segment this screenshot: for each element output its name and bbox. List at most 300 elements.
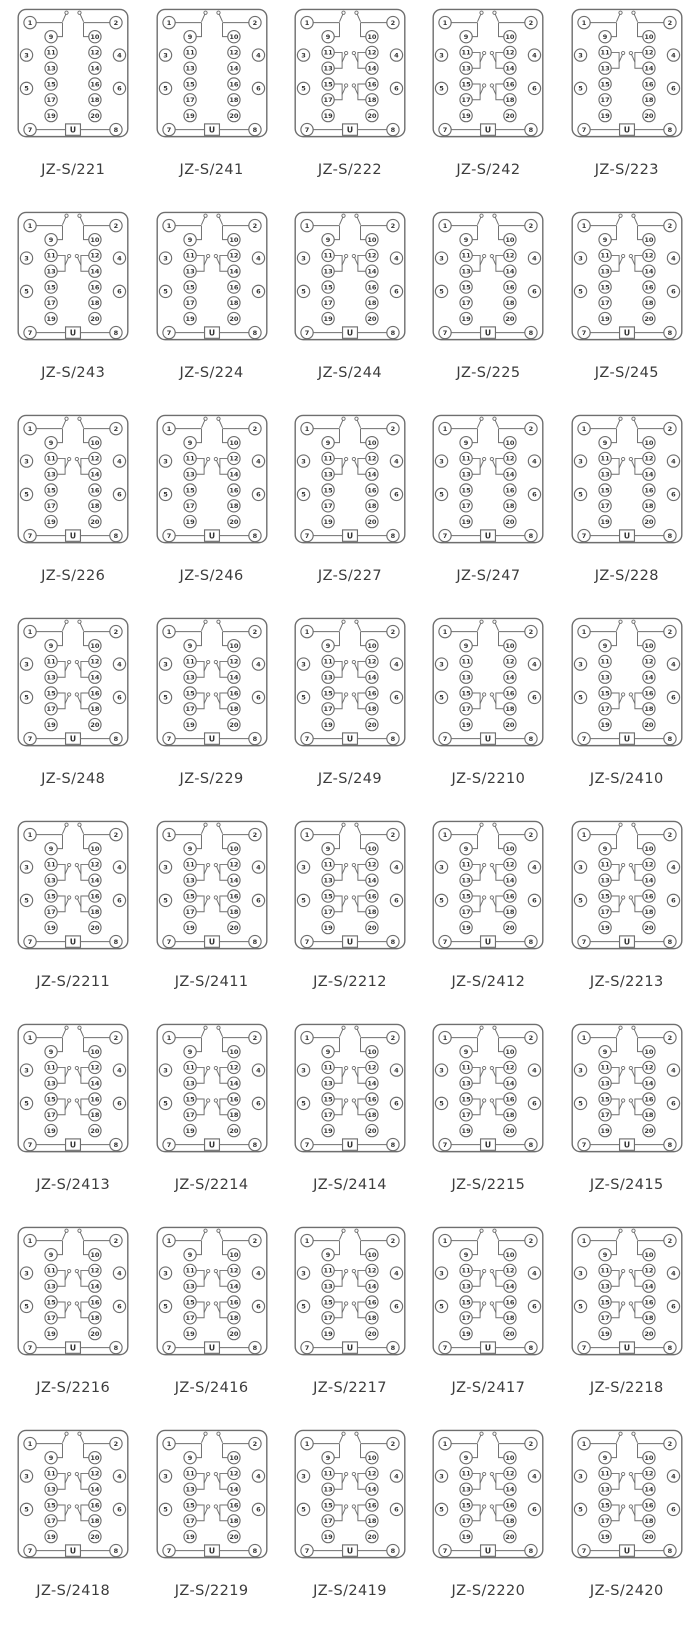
svg-text:16: 16 xyxy=(90,80,100,89)
svg-text:5: 5 xyxy=(24,1302,29,1311)
svg-text:13: 13 xyxy=(323,1485,333,1494)
diagram-label: JZ-S/2214 xyxy=(174,1177,249,1193)
svg-text:20: 20 xyxy=(90,1329,100,1338)
svg-text:9: 9 xyxy=(48,235,54,244)
svg-text:19: 19 xyxy=(46,517,56,526)
svg-text:U: U xyxy=(623,937,630,947)
svg-text:10: 10 xyxy=(505,1047,515,1056)
svg-text:18: 18 xyxy=(367,908,377,917)
svg-text:15: 15 xyxy=(461,283,472,292)
svg-text:1: 1 xyxy=(304,221,310,230)
svg-text:15: 15 xyxy=(46,283,56,292)
svg-text:18: 18 xyxy=(644,96,654,105)
svg-text:18: 18 xyxy=(644,502,654,511)
svg-text:5: 5 xyxy=(162,1099,168,1108)
svg-text:11: 11 xyxy=(323,657,333,666)
svg-text:3: 3 xyxy=(301,660,306,669)
svg-text:18: 18 xyxy=(644,1314,654,1323)
svg-text:16: 16 xyxy=(505,80,515,89)
svg-text:8: 8 xyxy=(529,328,534,337)
svg-text:3: 3 xyxy=(24,1066,29,1075)
svg-text:9: 9 xyxy=(464,32,469,41)
svg-text:11: 11 xyxy=(461,1063,472,1072)
svg-text:17: 17 xyxy=(185,705,195,714)
svg-text:11: 11 xyxy=(461,1266,472,1275)
svg-text:14: 14 xyxy=(505,267,515,276)
svg-text:5: 5 xyxy=(578,287,583,296)
svg-text:9: 9 xyxy=(602,235,608,244)
svg-text:11: 11 xyxy=(461,48,472,57)
svg-text:17: 17 xyxy=(323,705,333,714)
svg-text:15: 15 xyxy=(185,1501,195,1510)
svg-text:5: 5 xyxy=(24,693,29,702)
svg-text:14: 14 xyxy=(228,876,239,885)
svg-text:4: 4 xyxy=(670,1269,676,1278)
relay-diagram-cell xyxy=(4,816,142,1019)
svg-text:4: 4 xyxy=(255,660,261,669)
svg-text:1: 1 xyxy=(304,424,310,433)
svg-text:12: 12 xyxy=(644,860,654,869)
svg-text:8: 8 xyxy=(390,1140,396,1149)
svg-text:18: 18 xyxy=(505,96,515,105)
relay-wiring-diagram xyxy=(16,1021,130,1170)
relay-diagram-cell xyxy=(419,1222,557,1425)
svg-text:17: 17 xyxy=(323,299,333,308)
svg-text:1: 1 xyxy=(166,424,171,433)
svg-text:15: 15 xyxy=(600,1501,610,1510)
svg-text:8: 8 xyxy=(113,125,119,134)
svg-text:1: 1 xyxy=(581,627,587,636)
svg-text:1: 1 xyxy=(581,18,587,27)
svg-text:8: 8 xyxy=(390,1343,396,1352)
diagram-label: JZ-S/241 xyxy=(179,162,244,178)
svg-text:15: 15 xyxy=(323,1501,333,1510)
svg-text:6: 6 xyxy=(670,1302,676,1311)
svg-text:5: 5 xyxy=(24,1505,29,1514)
svg-text:17: 17 xyxy=(600,1314,610,1323)
svg-text:20: 20 xyxy=(644,720,654,729)
svg-text:8: 8 xyxy=(667,1140,673,1149)
svg-text:1: 1 xyxy=(443,424,448,433)
svg-text:14: 14 xyxy=(367,470,377,479)
svg-text:10: 10 xyxy=(228,438,239,447)
svg-text:18: 18 xyxy=(228,908,239,917)
svg-text:4: 4 xyxy=(670,1066,676,1075)
svg-text:4: 4 xyxy=(670,863,676,872)
relay-wiring-diagram xyxy=(570,1021,684,1170)
diagram-label: JZ-S/2420 xyxy=(589,1583,664,1599)
relay-diagram-cell xyxy=(142,613,280,816)
diagram-label: JZ-S/223 xyxy=(594,162,659,178)
svg-text:U: U xyxy=(485,1343,492,1353)
svg-text:7: 7 xyxy=(443,937,448,946)
svg-text:9: 9 xyxy=(48,844,54,853)
svg-text:20: 20 xyxy=(90,720,100,729)
svg-text:10: 10 xyxy=(644,438,654,447)
svg-text:4: 4 xyxy=(394,51,399,60)
svg-text:13: 13 xyxy=(185,64,195,73)
svg-text:4: 4 xyxy=(255,254,261,263)
svg-text:6: 6 xyxy=(117,1099,122,1108)
svg-text:3: 3 xyxy=(439,51,445,60)
svg-text:16: 16 xyxy=(228,486,239,495)
svg-text:1: 1 xyxy=(443,627,448,636)
svg-text:14: 14 xyxy=(644,1282,654,1291)
svg-text:14: 14 xyxy=(228,673,239,682)
svg-text:11: 11 xyxy=(323,454,333,463)
svg-text:8: 8 xyxy=(390,1546,396,1555)
svg-text:14: 14 xyxy=(505,1282,515,1291)
svg-text:4: 4 xyxy=(670,457,676,466)
svg-text:18: 18 xyxy=(644,705,654,714)
svg-text:U: U xyxy=(208,328,215,338)
svg-text:14: 14 xyxy=(644,876,654,885)
svg-text:3: 3 xyxy=(439,1066,445,1075)
svg-text:1: 1 xyxy=(166,627,171,636)
svg-text:10: 10 xyxy=(90,641,100,650)
svg-text:11: 11 xyxy=(461,1469,472,1478)
relay-diagram-cell xyxy=(4,4,142,207)
svg-text:7: 7 xyxy=(581,1546,587,1555)
relay-diagram-cell xyxy=(419,816,557,1019)
relay-diagram-cell xyxy=(142,816,280,1019)
svg-text:5: 5 xyxy=(301,896,306,905)
svg-text:U: U xyxy=(208,125,215,135)
svg-text:14: 14 xyxy=(90,1485,100,1494)
relay-diagram-cell xyxy=(419,613,557,816)
svg-text:14: 14 xyxy=(505,1485,515,1494)
diagram-label: JZ-S/2210 xyxy=(451,771,526,787)
svg-text:5: 5 xyxy=(24,84,29,93)
svg-text:7: 7 xyxy=(581,1140,587,1149)
svg-text:15: 15 xyxy=(185,892,195,901)
svg-text:3: 3 xyxy=(578,660,583,669)
svg-text:13: 13 xyxy=(323,470,333,479)
svg-text:11: 11 xyxy=(323,1266,333,1275)
svg-text:17: 17 xyxy=(323,502,333,511)
svg-text:9: 9 xyxy=(602,641,608,650)
svg-text:2: 2 xyxy=(252,830,257,839)
svg-text:13: 13 xyxy=(600,64,610,73)
svg-text:11: 11 xyxy=(185,1063,195,1072)
svg-text:19: 19 xyxy=(46,1126,56,1135)
svg-text:17: 17 xyxy=(461,502,472,511)
svg-text:10: 10 xyxy=(644,844,654,853)
svg-text:16: 16 xyxy=(90,486,100,495)
svg-text:11: 11 xyxy=(185,1266,195,1275)
svg-text:U: U xyxy=(69,1343,77,1353)
svg-text:2: 2 xyxy=(529,424,534,433)
diagram-label: JZ-S/2213 xyxy=(589,974,664,990)
svg-text:13: 13 xyxy=(461,470,472,479)
svg-text:4: 4 xyxy=(117,457,122,466)
svg-text:9: 9 xyxy=(602,438,608,447)
svg-text:12: 12 xyxy=(367,860,377,869)
svg-text:3: 3 xyxy=(162,51,168,60)
svg-text:U: U xyxy=(69,1546,77,1556)
svg-text:15: 15 xyxy=(46,1298,56,1307)
svg-text:U: U xyxy=(69,328,77,338)
svg-text:19: 19 xyxy=(461,517,472,526)
svg-text:7: 7 xyxy=(304,125,310,134)
svg-text:6: 6 xyxy=(255,84,261,93)
svg-text:15: 15 xyxy=(46,486,56,495)
svg-text:17: 17 xyxy=(600,1111,610,1120)
svg-text:4: 4 xyxy=(532,51,538,60)
diagram-label: JZ-S/225 xyxy=(456,365,521,381)
svg-text:7: 7 xyxy=(166,125,171,134)
svg-text:12: 12 xyxy=(367,48,377,57)
svg-text:6: 6 xyxy=(117,287,122,296)
svg-text:11: 11 xyxy=(600,251,610,260)
svg-text:5: 5 xyxy=(439,287,445,296)
svg-text:U: U xyxy=(485,734,492,744)
svg-text:16: 16 xyxy=(90,1298,100,1307)
svg-text:7: 7 xyxy=(304,1546,310,1555)
svg-text:12: 12 xyxy=(90,657,100,666)
svg-text:1: 1 xyxy=(27,18,33,27)
svg-text:12: 12 xyxy=(90,1063,100,1072)
svg-text:17: 17 xyxy=(46,1314,56,1323)
relay-diagram-cell xyxy=(558,613,696,816)
svg-text:7: 7 xyxy=(443,734,448,743)
svg-text:6: 6 xyxy=(117,896,122,905)
relay-diagram-cell xyxy=(281,816,419,1019)
svg-text:20: 20 xyxy=(644,314,654,323)
svg-text:10: 10 xyxy=(644,1453,654,1462)
svg-text:1: 1 xyxy=(27,424,33,433)
svg-text:13: 13 xyxy=(185,1079,195,1088)
svg-text:15: 15 xyxy=(600,486,610,495)
relay-wiring-diagram xyxy=(16,818,130,967)
svg-text:14: 14 xyxy=(644,470,654,479)
svg-text:17: 17 xyxy=(600,908,610,917)
svg-text:U: U xyxy=(485,1546,492,1556)
svg-text:U: U xyxy=(69,937,77,947)
svg-text:17: 17 xyxy=(185,908,195,917)
svg-text:12: 12 xyxy=(90,1266,100,1275)
svg-text:16: 16 xyxy=(367,1298,377,1307)
svg-text:2: 2 xyxy=(252,18,257,27)
svg-text:20: 20 xyxy=(367,314,377,323)
svg-text:12: 12 xyxy=(228,454,239,463)
svg-text:13: 13 xyxy=(461,64,472,73)
svg-text:13: 13 xyxy=(323,673,333,682)
svg-text:9: 9 xyxy=(187,1453,192,1462)
svg-text:8: 8 xyxy=(252,1140,257,1149)
svg-text:3: 3 xyxy=(439,254,445,263)
svg-text:12: 12 xyxy=(505,860,515,869)
svg-text:8: 8 xyxy=(667,531,673,540)
svg-text:14: 14 xyxy=(644,673,654,682)
svg-text:1: 1 xyxy=(581,830,587,839)
relay-wiring-diagram xyxy=(431,818,545,967)
svg-text:11: 11 xyxy=(185,454,195,463)
svg-text:5: 5 xyxy=(24,490,29,499)
svg-text:12: 12 xyxy=(505,48,515,57)
svg-text:19: 19 xyxy=(461,1329,472,1338)
svg-text:9: 9 xyxy=(602,1250,608,1259)
svg-text:7: 7 xyxy=(443,531,448,540)
svg-text:U: U xyxy=(208,1140,215,1150)
svg-text:17: 17 xyxy=(46,96,56,105)
svg-text:1: 1 xyxy=(27,1439,33,1448)
svg-text:18: 18 xyxy=(90,908,100,917)
svg-text:8: 8 xyxy=(667,937,673,946)
diagram-label: JZ-S/2220 xyxy=(451,1583,526,1599)
relay-wiring-diagram xyxy=(155,209,269,358)
svg-text:U: U xyxy=(623,1140,630,1150)
diagram-label: JZ-S/2414 xyxy=(313,1177,387,1193)
relay-diagram-cell xyxy=(4,1425,142,1628)
svg-text:U: U xyxy=(208,734,215,744)
svg-text:17: 17 xyxy=(185,1517,195,1526)
svg-text:8: 8 xyxy=(252,125,257,134)
svg-text:15: 15 xyxy=(185,486,195,495)
svg-text:13: 13 xyxy=(323,64,333,73)
diagram-label: JZ-S/2419 xyxy=(313,1583,387,1599)
relay-wiring-diagram xyxy=(293,6,407,155)
svg-text:19: 19 xyxy=(600,1126,610,1135)
svg-text:7: 7 xyxy=(304,937,310,946)
relay-wiring-diagram xyxy=(570,818,684,967)
svg-text:8: 8 xyxy=(252,328,257,337)
svg-text:8: 8 xyxy=(667,734,673,743)
svg-text:12: 12 xyxy=(367,657,377,666)
svg-text:13: 13 xyxy=(46,673,56,682)
svg-text:14: 14 xyxy=(367,876,377,885)
svg-text:13: 13 xyxy=(461,673,472,682)
diagram-label: JZ-S/2211 xyxy=(36,974,111,990)
svg-text:20: 20 xyxy=(228,111,239,120)
svg-text:7: 7 xyxy=(166,937,171,946)
svg-text:18: 18 xyxy=(644,1111,654,1120)
svg-text:3: 3 xyxy=(439,1472,445,1481)
svg-text:15: 15 xyxy=(46,80,56,89)
svg-text:2: 2 xyxy=(113,221,119,230)
svg-text:6: 6 xyxy=(670,896,676,905)
svg-text:5: 5 xyxy=(301,1505,306,1514)
svg-text:7: 7 xyxy=(27,1546,33,1555)
svg-text:16: 16 xyxy=(644,486,654,495)
svg-text:19: 19 xyxy=(46,923,56,932)
svg-text:18: 18 xyxy=(90,705,100,714)
svg-text:1: 1 xyxy=(443,1033,448,1042)
svg-text:20: 20 xyxy=(505,1532,515,1541)
svg-text:12: 12 xyxy=(367,454,377,463)
svg-text:1: 1 xyxy=(27,221,33,230)
svg-text:17: 17 xyxy=(600,299,610,308)
svg-text:7: 7 xyxy=(581,125,587,134)
svg-text:U: U xyxy=(623,1546,630,1556)
svg-text:18: 18 xyxy=(90,502,100,511)
svg-text:10: 10 xyxy=(90,1453,100,1462)
svg-text:14: 14 xyxy=(505,1079,515,1088)
svg-text:2: 2 xyxy=(252,221,257,230)
svg-text:6: 6 xyxy=(394,1099,399,1108)
svg-text:3: 3 xyxy=(439,863,445,872)
svg-text:3: 3 xyxy=(301,1066,306,1075)
svg-text:3: 3 xyxy=(24,1269,29,1278)
svg-text:2: 2 xyxy=(113,18,119,27)
svg-text:18: 18 xyxy=(505,502,515,511)
relay-wiring-diagram xyxy=(293,412,407,561)
svg-text:7: 7 xyxy=(166,734,171,743)
svg-text:1: 1 xyxy=(166,18,171,27)
svg-text:19: 19 xyxy=(46,1532,56,1541)
svg-text:20: 20 xyxy=(90,517,100,526)
svg-text:14: 14 xyxy=(644,64,654,73)
svg-text:18: 18 xyxy=(505,705,515,714)
svg-text:7: 7 xyxy=(304,531,310,540)
svg-text:8: 8 xyxy=(113,531,119,540)
svg-text:17: 17 xyxy=(323,96,333,105)
svg-text:19: 19 xyxy=(46,720,56,729)
svg-text:19: 19 xyxy=(323,1329,333,1338)
svg-text:U: U xyxy=(346,328,354,338)
svg-text:2: 2 xyxy=(529,1033,534,1042)
svg-text:8: 8 xyxy=(529,125,534,134)
svg-text:3: 3 xyxy=(24,457,29,466)
svg-text:20: 20 xyxy=(228,1126,239,1135)
svg-text:16: 16 xyxy=(228,1501,239,1510)
svg-text:14: 14 xyxy=(505,673,515,682)
svg-text:5: 5 xyxy=(578,896,583,905)
svg-text:1: 1 xyxy=(304,830,310,839)
svg-text:9: 9 xyxy=(187,641,192,650)
svg-text:3: 3 xyxy=(24,51,29,60)
svg-text:11: 11 xyxy=(461,251,472,260)
svg-text:5: 5 xyxy=(24,896,29,905)
svg-text:16: 16 xyxy=(367,1501,377,1510)
svg-text:3: 3 xyxy=(162,1269,168,1278)
svg-text:13: 13 xyxy=(600,1079,610,1088)
svg-text:16: 16 xyxy=(505,486,515,495)
svg-text:10: 10 xyxy=(367,1047,377,1056)
svg-text:8: 8 xyxy=(252,734,257,743)
svg-text:12: 12 xyxy=(505,251,515,260)
svg-text:11: 11 xyxy=(600,454,610,463)
relay-diagram-cell xyxy=(281,4,419,207)
svg-text:3: 3 xyxy=(578,254,583,263)
svg-text:16: 16 xyxy=(228,1298,239,1307)
svg-text:5: 5 xyxy=(162,896,168,905)
svg-text:12: 12 xyxy=(644,657,654,666)
svg-text:17: 17 xyxy=(323,1517,333,1526)
svg-text:17: 17 xyxy=(461,299,472,308)
svg-text:2: 2 xyxy=(529,1236,534,1245)
svg-text:12: 12 xyxy=(367,251,377,260)
diagram-label: JZ-S/2417 xyxy=(451,1380,526,1396)
svg-text:12: 12 xyxy=(505,1063,515,1072)
diagram-label: JZ-S/2215 xyxy=(451,1177,526,1193)
svg-text:6: 6 xyxy=(255,287,261,296)
svg-text:2: 2 xyxy=(667,1236,673,1245)
relay-wiring-diagram xyxy=(16,1427,130,1576)
svg-text:19: 19 xyxy=(46,111,56,120)
svg-text:20: 20 xyxy=(644,1329,654,1338)
svg-text:8: 8 xyxy=(667,1546,673,1555)
svg-text:8: 8 xyxy=(390,125,396,134)
svg-text:17: 17 xyxy=(323,1314,333,1323)
svg-text:11: 11 xyxy=(185,860,195,869)
svg-text:18: 18 xyxy=(367,299,377,308)
svg-text:6: 6 xyxy=(117,490,122,499)
svg-text:13: 13 xyxy=(600,267,610,276)
svg-text:13: 13 xyxy=(185,876,195,885)
svg-text:11: 11 xyxy=(46,251,56,260)
svg-text:19: 19 xyxy=(600,923,610,932)
